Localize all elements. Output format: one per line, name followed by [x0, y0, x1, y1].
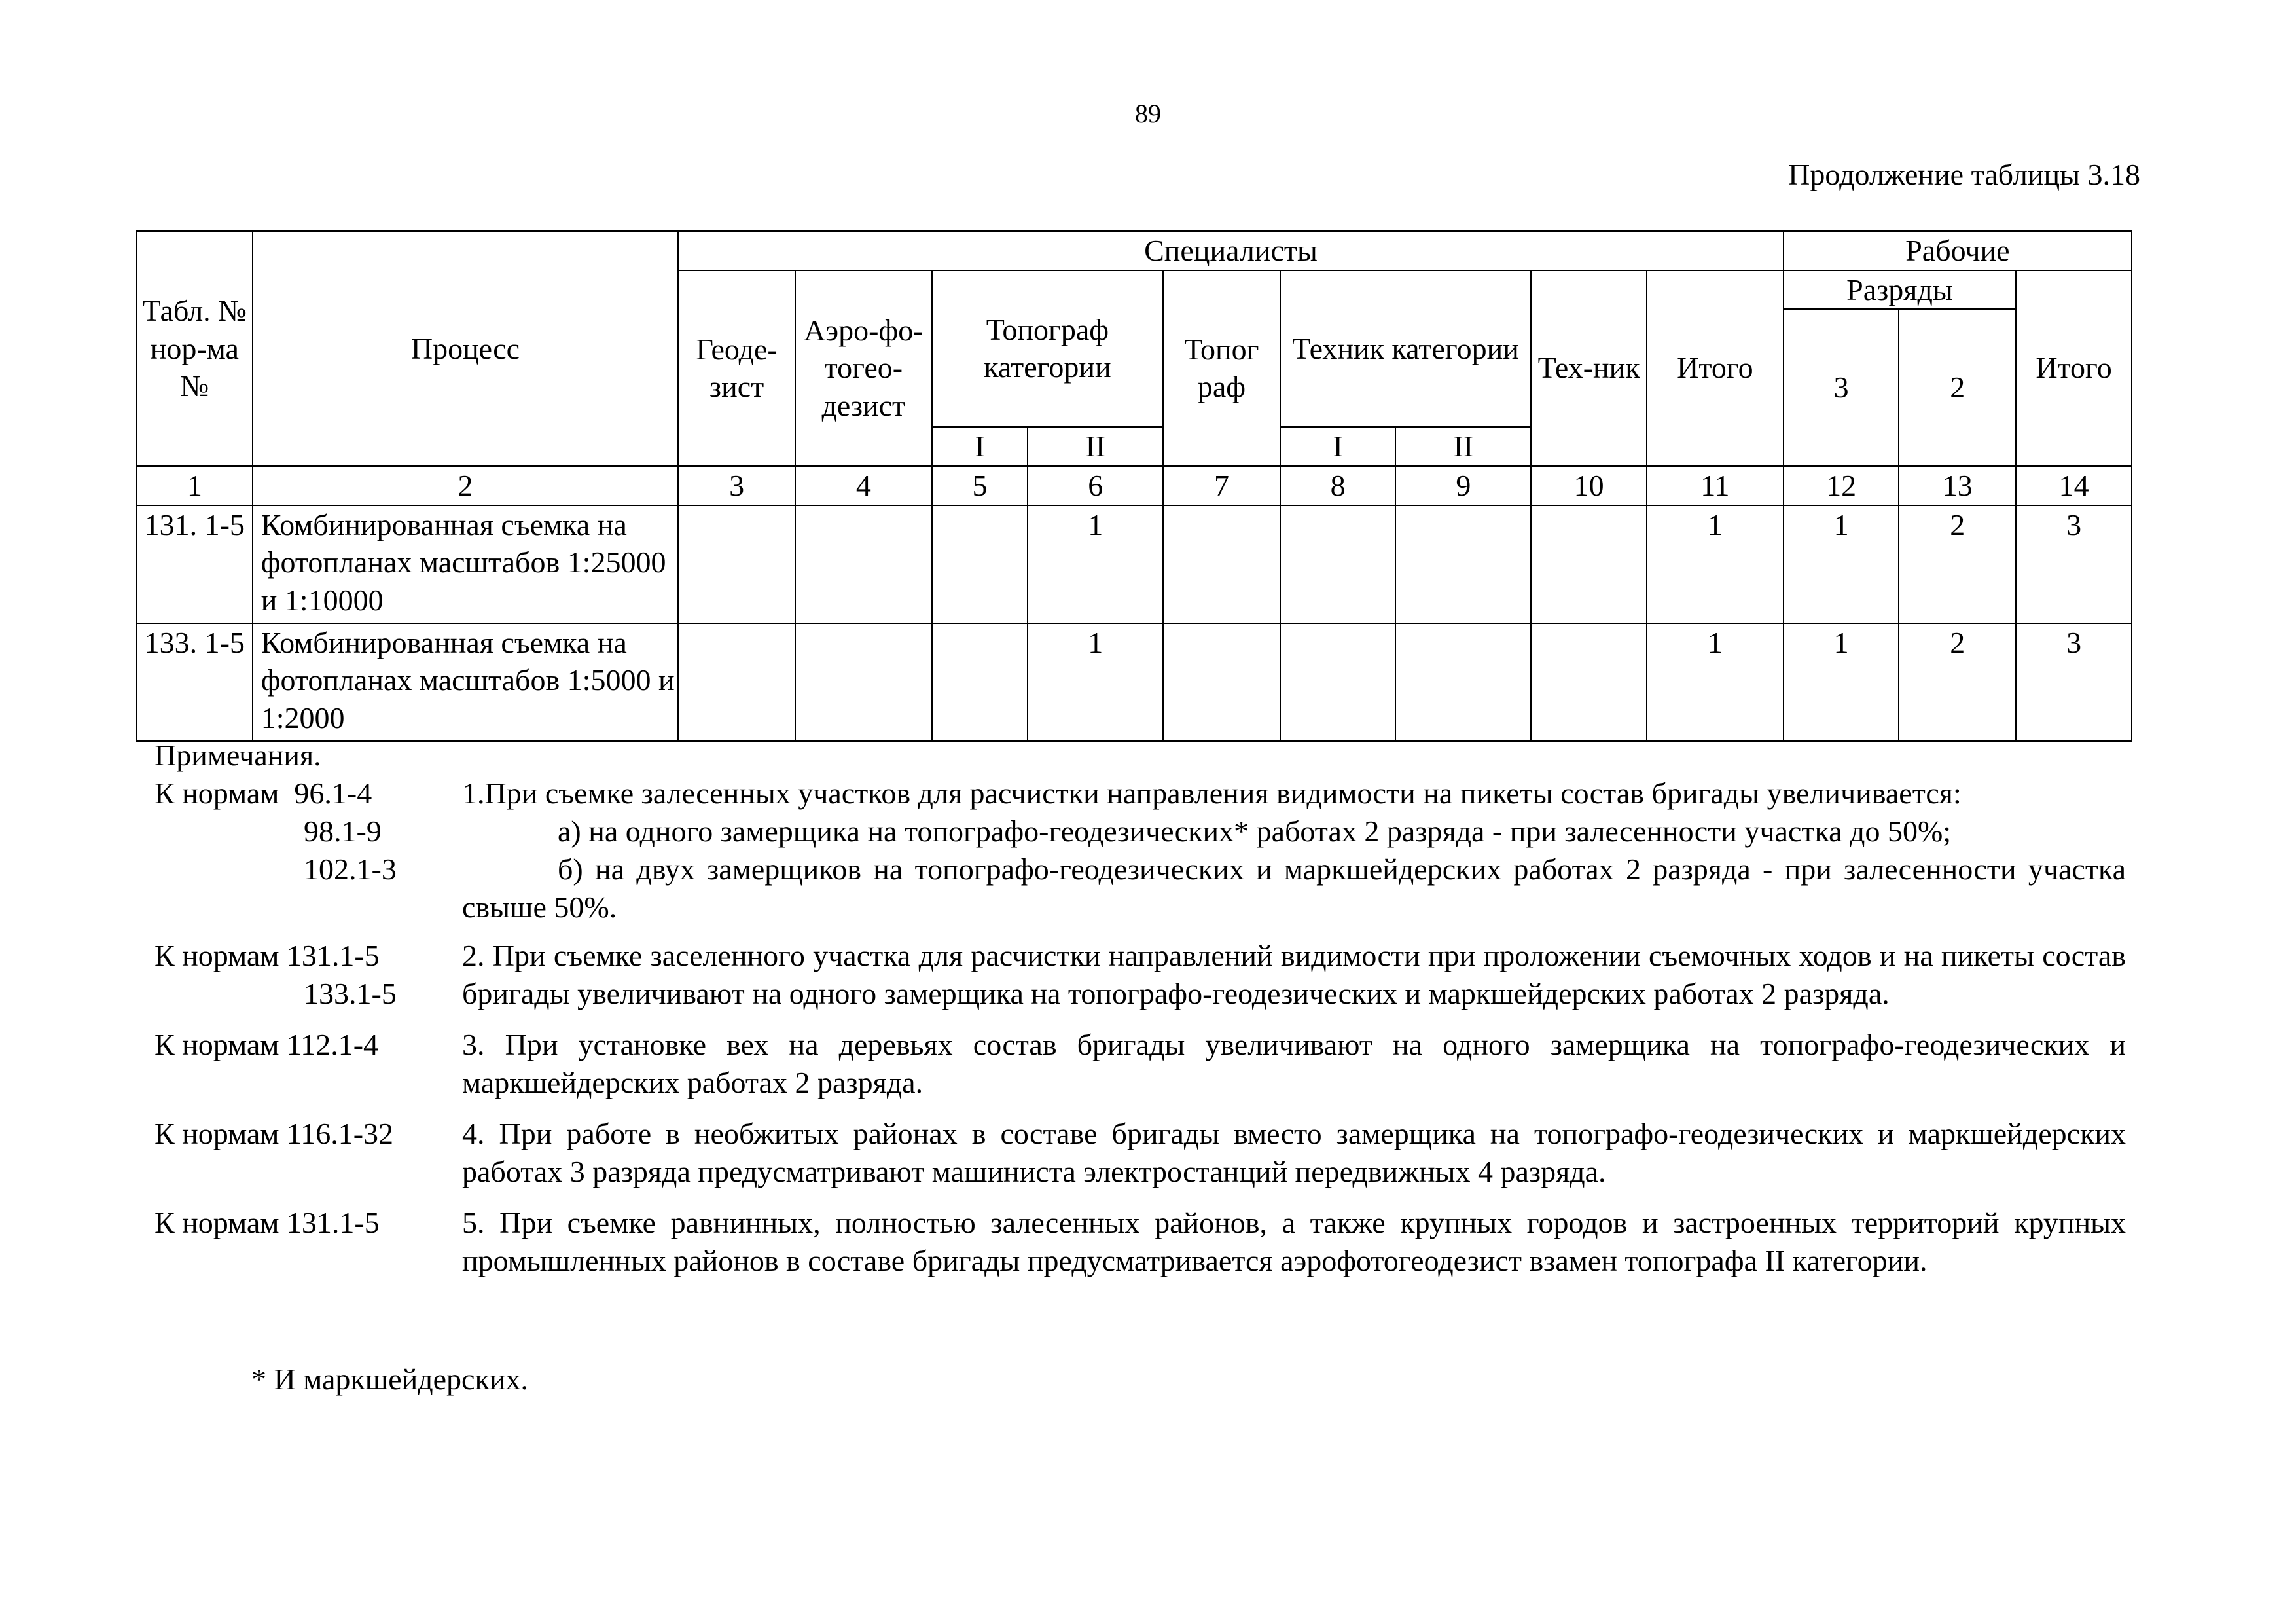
- cell-specialists-total: 1: [1647, 505, 1784, 623]
- header-grade-2: 2: [1899, 309, 2016, 466]
- cell-technician: [1531, 623, 1647, 741]
- column-number: 11: [1647, 466, 1784, 505]
- row-norm: 133. 1-5: [137, 623, 253, 741]
- cell-topographer-cat-1: [932, 505, 1028, 623]
- page-number: 89: [1135, 99, 1161, 128]
- cell-geodesist: [678, 505, 795, 623]
- column-number: 13: [1899, 466, 2016, 505]
- note-paragraph: б) на двух замерщиков на топографо-геодезических и маркшейдерских работах 2 разряда - при залесенности участка свыше 50%.: [462, 852, 2126, 924]
- header-process: Процесс: [253, 231, 679, 466]
- note-ref: К нормам 96.1-4: [154, 776, 372, 810]
- note-refs: [154, 1026, 462, 1102]
- note-ref: К нормам 116.1-32: [154, 1117, 394, 1150]
- cell-workers-total: 3: [2016, 623, 2132, 741]
- cell-topographer-cat-1: [932, 623, 1028, 741]
- header-technician-category: Техник категории: [1280, 270, 1531, 428]
- note-ref: 98.1-9: [304, 814, 382, 848]
- cell-grade-2: 2: [1899, 623, 2016, 741]
- header-specialists: Специалисты: [678, 231, 1784, 270]
- note-ref: 133.1-5: [304, 977, 397, 1010]
- cell-topographer: [1163, 623, 1280, 741]
- column-number: 1: [137, 466, 253, 505]
- cell-aerophotogeodesist: [795, 505, 932, 623]
- header-tabl-norm: Табл. № нор-ма №: [137, 231, 253, 466]
- note-paragraph: а) на одного замерщика на топографо-геодезических* работах 2 разряда - при залесенности участка до 50%;: [558, 814, 1952, 848]
- column-number-row: [137, 466, 2132, 505]
- header-geodesist: Геоде-зист: [678, 270, 795, 466]
- cell-aerophotogeodesist: [795, 623, 932, 741]
- cell-technician-cat-2: [1395, 623, 1531, 741]
- cell-technician: [1531, 505, 1647, 623]
- header-topographer-cat-1: I: [932, 427, 1028, 466]
- header-technician-cat-2: II: [1395, 427, 1531, 466]
- note-ref: К нормам 131.1-5: [154, 1206, 380, 1239]
- note-ref: К нормам 131.1-5: [154, 939, 380, 972]
- cell-grade-3: 1: [1784, 623, 1899, 741]
- row-norm: 131. 1-5: [137, 505, 253, 623]
- note-paragraph: 1.При съемке залесенных участков для расчистки направления видимости на пикеты состав бригады увеличивается:: [462, 776, 1962, 810]
- note-refs: [154, 1115, 462, 1191]
- note-body: [462, 1204, 2126, 1280]
- column-number: 8: [1280, 466, 1396, 505]
- header-technician: Тех-ник: [1531, 270, 1647, 466]
- note-ref: К нормам 112.1-4: [154, 1028, 379, 1061]
- note-item: [154, 775, 2126, 926]
- header-grade-3: 3: [1784, 309, 1899, 466]
- header-workers-total: Итого: [2016, 270, 2132, 466]
- column-number: 12: [1784, 466, 1899, 505]
- cell-topographer: [1163, 505, 1280, 623]
- row-process: Комбинированная съемка на фотопланах масштабов 1:25000 и 1:10000: [253, 505, 679, 623]
- header-specialists-total: Итого: [1647, 270, 1784, 466]
- note-body: [462, 937, 2126, 1013]
- norms-table: [136, 230, 2132, 742]
- note-body: [462, 1115, 2126, 1191]
- notes-section: [154, 737, 2126, 1293]
- column-number: 10: [1531, 466, 1647, 505]
- note-refs: [154, 1204, 462, 1280]
- column-number: 4: [795, 466, 932, 505]
- column-number: 6: [1028, 466, 1163, 505]
- header-technician-cat-1: I: [1280, 427, 1396, 466]
- cell-topographer-cat-2: 1: [1028, 505, 1163, 623]
- cell-workers-total: 3: [2016, 505, 2132, 623]
- cell-specialists-total: 1: [1647, 623, 1784, 741]
- note-ref: 102.1-3: [304, 852, 397, 886]
- cell-technician-cat-1: [1280, 623, 1396, 741]
- column-number: 9: [1395, 466, 1531, 505]
- note-paragraph: 2. При съемке заселенного участка для расчистки направлений видимости при проложении съемочных ходов и на пикеты состав бригады увеличивают на одного замерщика на топографо-геодезических и маркшейдерских работах 2 разряда.: [462, 939, 2126, 1010]
- table-continuation-caption: Продолжение таблицы 3.18: [1788, 158, 2140, 191]
- header-topographer: Топог раф: [1163, 270, 1280, 466]
- column-number: 7: [1163, 466, 1280, 505]
- note-paragraph: 4. При работе в необжитых районах в составе бригады вместо замерщика на топографо-геодезических и маркшейдерских работах 3 разряда предусматривают машиниста электростанций передвижных 4 разряда.: [462, 1117, 2126, 1188]
- cell-technician-cat-1: [1280, 505, 1396, 623]
- table-row: [137, 623, 2132, 741]
- note-item: [154, 1204, 2126, 1280]
- cell-grade-2: 2: [1899, 505, 2016, 623]
- row-process: Комбинированная съемка на фотопланах масштабов 1:5000 и 1:2000: [253, 623, 679, 741]
- note-item: [154, 1115, 2126, 1191]
- notes-title: Примечания.: [154, 739, 321, 772]
- header-topographer-category: Топограф категории: [932, 270, 1163, 428]
- column-number: 14: [2016, 466, 2132, 505]
- cell-technician-cat-2: [1395, 505, 1531, 623]
- cell-grade-3: 1: [1784, 505, 1899, 623]
- cell-topographer-cat-2: 1: [1028, 623, 1163, 741]
- note-body: [462, 775, 2126, 926]
- note-paragraph: 5. При съемке равнинных, полностью залесенных районов, а также крупных городов и застроенных территорий крупных промышленных районов в составе бригады предусматривается аэрофотогеодезист взамен топографа II категории.: [462, 1206, 2126, 1277]
- header-topographer-cat-2: II: [1028, 427, 1163, 466]
- column-number: 5: [932, 466, 1028, 505]
- header-grades: Разряды: [1784, 270, 2016, 310]
- column-number: 2: [253, 466, 679, 505]
- header-aerophotogeodesist: Аэро-фо-тогео-дезист: [795, 270, 932, 466]
- note-paragraph: 3. При установке вех на деревьях состав бригады увеличивают на одного замерщика на топографо-геодезических и маркшейдерских работах 2 разряда.: [462, 1028, 2126, 1099]
- note-refs: [154, 775, 462, 926]
- table-row: [137, 505, 2132, 623]
- note-item: [154, 1026, 2126, 1102]
- column-number: 3: [678, 466, 795, 505]
- note-refs: [154, 937, 462, 1013]
- note-body: [462, 1026, 2126, 1102]
- footnote: * И маркшейдерских.: [251, 1362, 528, 1396]
- header-workers: Рабочие: [1784, 231, 2132, 270]
- note-item: [154, 937, 2126, 1013]
- cell-geodesist: [678, 623, 795, 741]
